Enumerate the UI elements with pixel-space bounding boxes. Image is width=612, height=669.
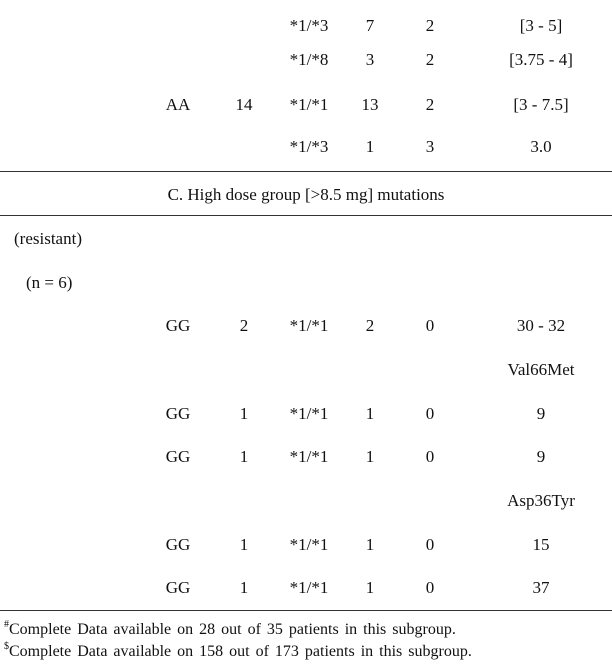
cell-range: 15 — [532, 535, 550, 554]
footnote-text: Complete Data available on 158 out of 173 patients in this subgroup. — [9, 643, 472, 660]
cell-n: 1 — [365, 535, 375, 554]
cell-allele: *1/*3 — [289, 137, 329, 156]
cell-range: 9 — [536, 447, 546, 466]
cell-count: 1 — [239, 447, 249, 466]
cell-genotype: GG — [165, 578, 191, 597]
cell-range: 9 — [536, 404, 546, 423]
cell-allele: *1/*1 — [289, 447, 329, 466]
table-row — [0, 13, 612, 39]
cell-count: 1 — [239, 578, 249, 597]
cell-genotype: GG — [165, 535, 191, 554]
footnote-text: Complete Data available on 28 out of 35 patients in this subgroup. — [9, 621, 456, 638]
footnotes — [4, 619, 610, 663]
cell-range: 37 — [532, 578, 550, 597]
cell-genotype: AA — [165, 95, 191, 114]
cell-dose: 0 — [425, 447, 435, 466]
cell-dose: 3 — [425, 137, 435, 156]
cell-n: 1 — [365, 404, 375, 423]
cell-range: Asp36Tyr — [507, 491, 575, 510]
group-label-resistant: (resistant) — [14, 229, 82, 248]
cell-dose: 0 — [425, 535, 435, 554]
table-row — [0, 401, 612, 427]
table-row — [0, 47, 612, 73]
cell-n: 1 — [365, 447, 375, 466]
cell-count: 1 — [239, 404, 249, 423]
footnote — [4, 619, 610, 641]
table-row — [0, 575, 612, 601]
section-rule-bottom — [0, 215, 612, 216]
cell-count: 2 — [239, 316, 249, 335]
cell-n: 1 — [365, 578, 375, 597]
cell-n: 1 — [365, 137, 375, 156]
cell-range: Val66Met — [507, 360, 575, 379]
table-row — [0, 313, 612, 339]
cell-allele: *1/*3 — [289, 16, 329, 35]
cell-genotype: GG — [165, 447, 191, 466]
cell-n: 3 — [365, 50, 375, 69]
footnote-mark: # — [4, 619, 9, 630]
table-row — [0, 444, 612, 470]
section-title: C. High dose group [>8.5 mg] mutations — [167, 185, 445, 204]
cell-range: [3 - 5] — [519, 16, 563, 35]
cell-dose: 2 — [425, 95, 435, 114]
table-row — [0, 488, 612, 514]
cell-count: 1 — [239, 535, 249, 554]
footnote — [4, 641, 610, 663]
cell-range: [3 - 7.5] — [513, 95, 569, 114]
table-row — [0, 134, 612, 160]
cell-n: 7 — [365, 16, 375, 35]
cell-allele: *1/*8 — [289, 50, 329, 69]
cell-dose: 0 — [425, 578, 435, 597]
cell-range: 30 - 32 — [516, 316, 566, 335]
cell-allele: *1/*1 — [289, 95, 329, 114]
cell-count: 14 — [235, 95, 253, 114]
cell-dose: 0 — [425, 316, 435, 335]
cell-allele: *1/*1 — [289, 316, 329, 335]
group-label-n: (n = 6) — [26, 273, 73, 292]
cell-genotype: GG — [165, 316, 191, 335]
cell-n: 13 — [361, 95, 379, 114]
cell-range: 3.0 — [530, 137, 552, 156]
cell-genotype: GG — [165, 404, 191, 423]
cell-dose: 2 — [425, 50, 435, 69]
cell-range: [3.75 - 4] — [509, 50, 573, 69]
cell-allele: *1/*1 — [289, 404, 329, 423]
table-row — [0, 532, 612, 558]
footnote-mark: $ — [4, 641, 9, 652]
table-row — [0, 357, 612, 383]
cell-allele: *1/*1 — [289, 578, 329, 597]
section-rule-top — [0, 171, 612, 172]
cell-n: 2 — [365, 316, 375, 335]
table-bottom-rule — [0, 610, 612, 611]
cell-dose: 0 — [425, 404, 435, 423]
table-row — [0, 92, 612, 118]
cell-dose: 2 — [425, 16, 435, 35]
cell-allele: *1/*1 — [289, 535, 329, 554]
